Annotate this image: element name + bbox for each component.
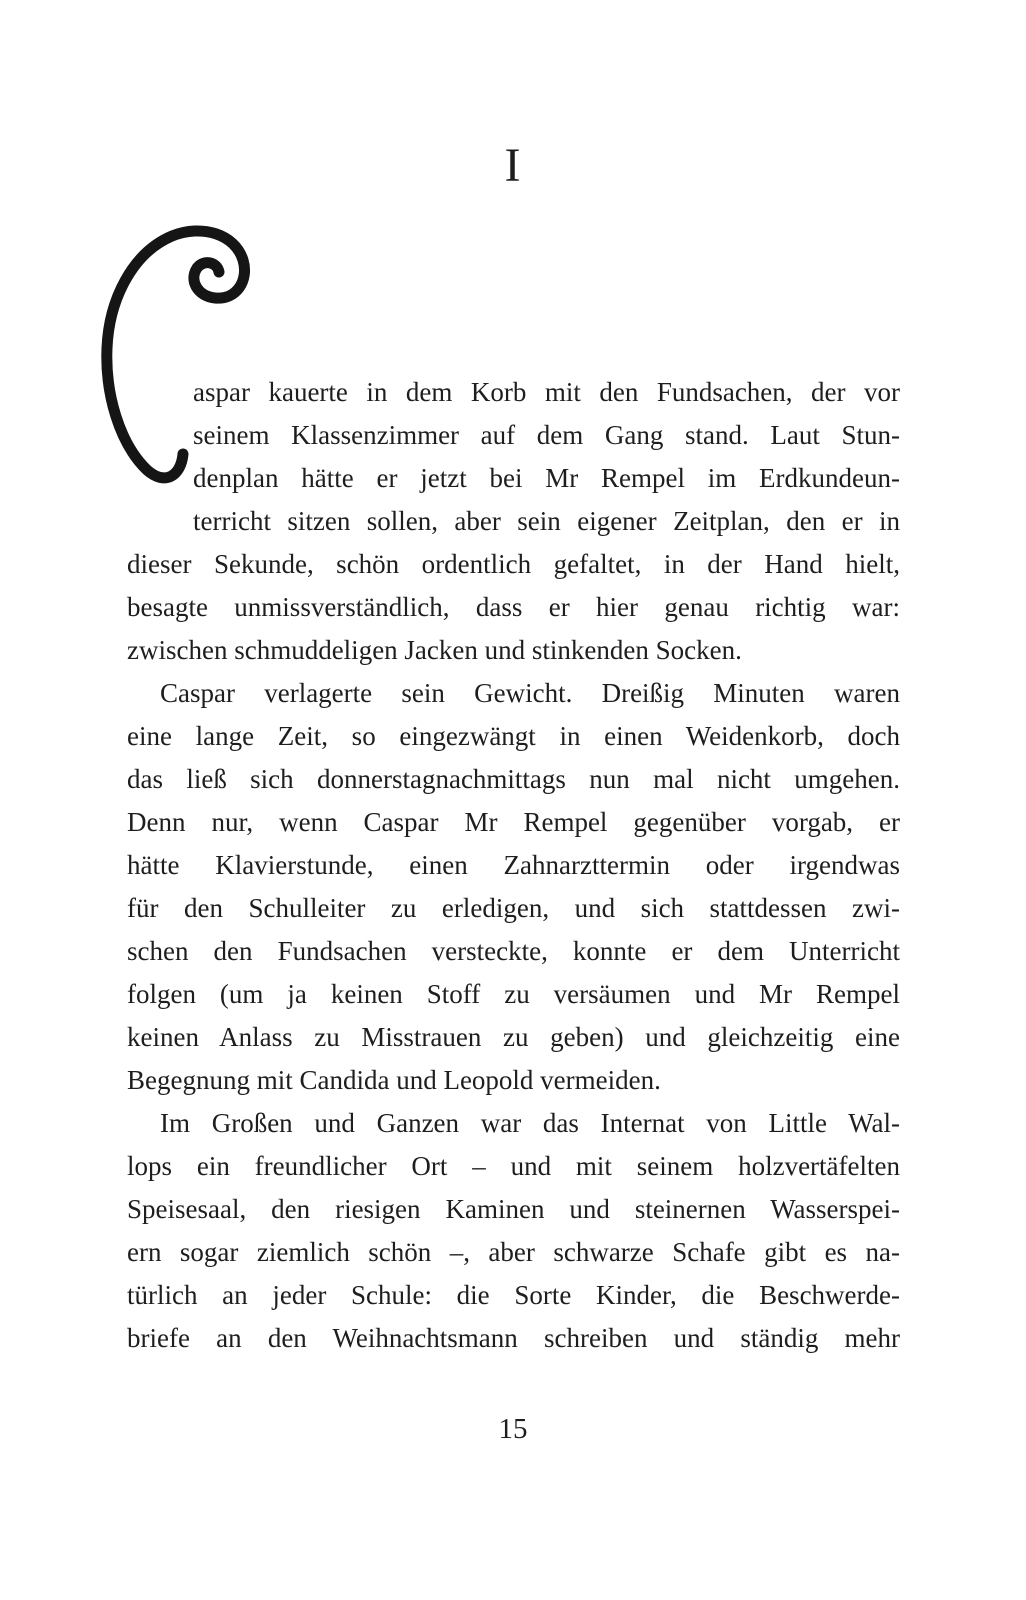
- text-line: besagte unmissverständlich, dass er hier genau richtig war:: [127, 592, 900, 622]
- drop-cap: [127, 371, 193, 501]
- text-line: für den Schulleiter zu erledigen, und sich stattdessen zwi-: [127, 893, 900, 923]
- paragraph-3: [127, 1102, 900, 1360]
- text-line: eine lange Zeit, so eingezwängt in einen Weidenkorb, doch: [127, 721, 900, 751]
- text-line: hätte Klavierstunde, einen Zahnarzttermin oder irgendwas: [127, 850, 900, 880]
- text-line: briefe an den Weihnachtsmann schreiben und ständig mehr: [127, 1323, 900, 1353]
- text-line: seinem Klassenzimmer auf dem Gang stand. Laut Stun-: [193, 420, 900, 450]
- text-line: Im Großen und Ganzen war das Internat von Little Wal-: [160, 1108, 900, 1138]
- text-line: ern sogar ziemlich schön –, aber schwarze Schafe gibt es na-: [127, 1237, 900, 1267]
- text-line: aspar kauerte in dem Korb mit den Fundsachen, der vor: [193, 377, 900, 407]
- text-line: Speisesaal, den riesigen Kaminen und steinernen Wasserspei-: [127, 1194, 900, 1224]
- paragraph-2: [127, 672, 900, 1102]
- text-line: schen den Fundsachen versteckte, konnte er dem Unterricht: [127, 936, 900, 966]
- text-line: das ließ sich donnerstagnachmittags nun mal nicht umgehen.: [127, 764, 900, 794]
- text-line: zwischen schmuddeligen Jacken und stinkenden Socken.: [127, 635, 742, 665]
- text-line: dieser Sekunde, schön ordentlich gefaltet, in der Hand hielt,: [127, 549, 900, 579]
- text-line: terricht sitzen sollen, aber sein eigener Zeitplan, den er in: [193, 506, 900, 536]
- paragraph-1: [127, 371, 900, 672]
- text-line: lops ein freundlicher Ort – und mit seinem holzvertäfelten: [127, 1151, 900, 1181]
- chapter-number: I: [504, 139, 522, 192]
- text-line: Begegnung mit Candida und Leopold vermeiden.: [127, 1065, 661, 1095]
- text-line: Caspar verlagerte sein Gewicht. Dreißig Minuten waren: [160, 678, 900, 708]
- text-line: folgen (um ja keinen Stoff zu versäumen und Mr Rempel: [127, 979, 900, 1009]
- text-line: denplan hätte er jetzt bei Mr Rempel im Erdkundeun-: [193, 463, 900, 493]
- body-text: [127, 371, 900, 1360]
- text-line: türlich an jeder Schule: die Sorte Kinder, die Beschwerde-: [127, 1280, 900, 1310]
- text-line: keinen Anlass zu Misstrauen zu geben) und gleichzeitig eine: [127, 1022, 900, 1052]
- page-number: 15: [498, 1413, 528, 1445]
- text-line: Denn nur, wenn Caspar Mr Rempel gegenüber vorgab, er: [127, 807, 900, 837]
